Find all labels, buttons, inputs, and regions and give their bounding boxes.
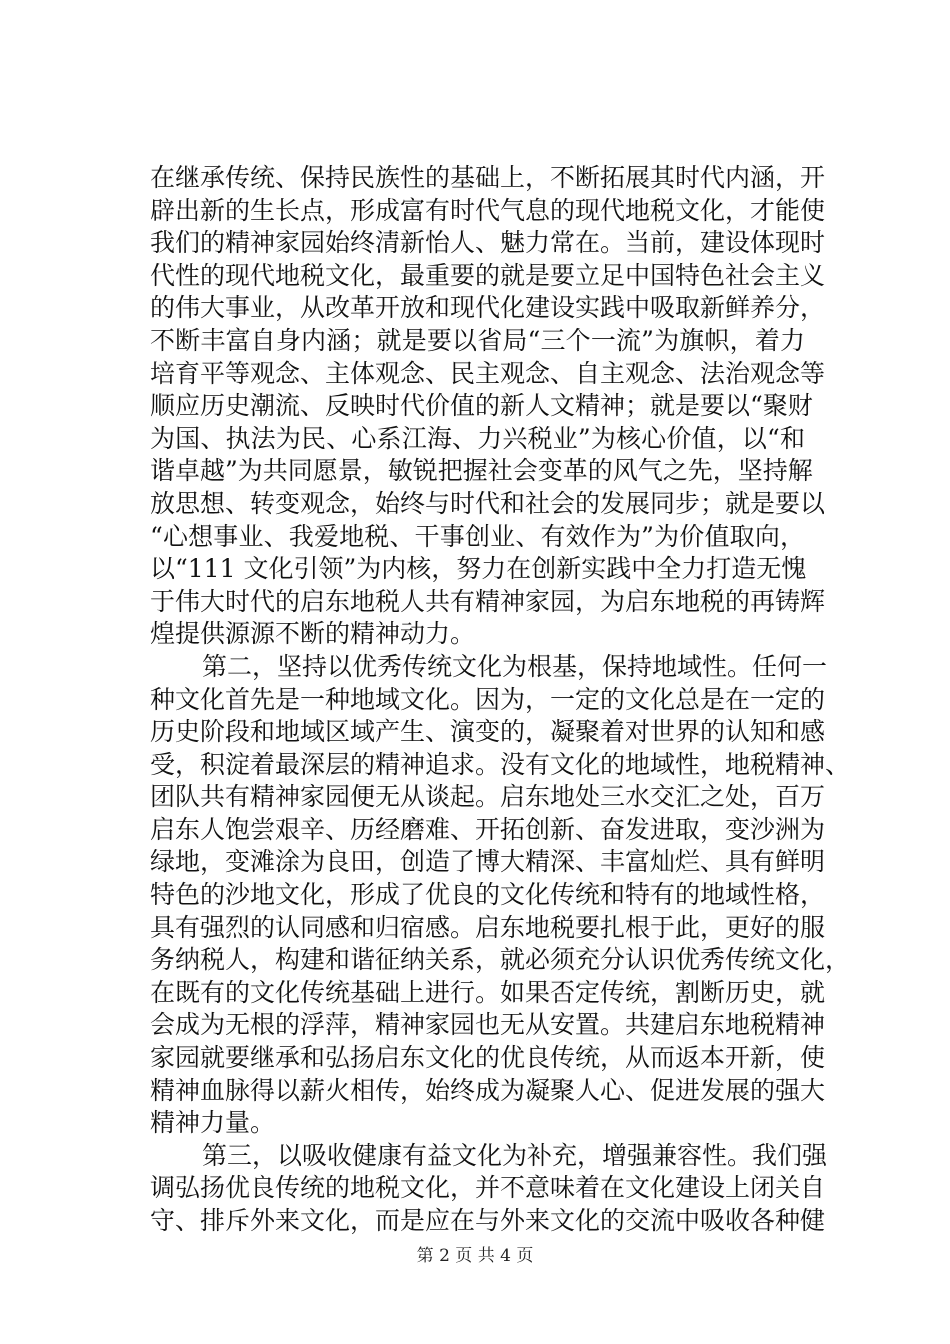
text-line: 绿地，变滩涂为良田，创造了博大精深、丰富灿烂、具有鲜明 (150, 847, 826, 877)
text-line: 谐卓越”为共同愿景，敏锐把握社会变革的风气之先，坚持解 (150, 456, 813, 486)
text-line: 家园就要继承和弘扬启东文化的优良传统，从而返本开新，使 (150, 1043, 826, 1073)
text-line: 团队共有精神家园便无从谈起。启东地处三水交汇之处，百万 (150, 782, 826, 812)
text-line: “心想事业、我爱地税、干事创业、有效作为”为价值取向， (150, 521, 805, 551)
text-line: 务纳税人，构建和谐征纳关系，就必须充分认识优秀传统文化， (150, 945, 851, 975)
paragraph-start-line: 第三，以吸收健康有益文化为补充，增强兼容性。我们强 (202, 1140, 828, 1170)
text-line: 精神力量。 (150, 1108, 276, 1138)
text-line: 于伟大时代的启东地税人共有精神家园，为启东地税的再铸辉 (150, 586, 826, 616)
text-line: 顺应历史潮流、反映时代价值的新人文精神；就是要以“聚财 (150, 391, 813, 421)
text-line: 辟出新的生长点，形成富有时代气息的现代地税文化，才能使 (150, 195, 826, 225)
body-text (150, 162, 851, 1238)
text-line: 受，积淀着最深层的精神追求。没有文化的地域性，地税精神、 (150, 749, 851, 779)
text-line: 不断丰富自身内涵；就是要以省局“三个一流”为旗帜，着力 (150, 325, 805, 355)
text-line: 精神血脉得以薪火相传，始终成为凝聚人心、促进发展的强大 (150, 1075, 826, 1105)
text-line: 培育平等观念、主体观念、民主观念、自主观念、法治观念等 (150, 358, 826, 388)
text-line: 为国、执法为民、心系江海、力兴税业”为核心价值，以“和 (150, 423, 805, 453)
text-line: 调弘扬优良传统的地税文化，并不意味着在文化建设上闭关自 (150, 1173, 826, 1203)
text-line: 在既有的文化传统基础上进行。如果否定传统，割断历史，就 (150, 977, 826, 1007)
text-line: 煌提供源源不断的精神动力。 (150, 619, 476, 649)
text-line: 特色的沙地文化，形成了优良的文化传统和特有的地域性格， (150, 880, 826, 910)
paragraph-start-line: 第二，坚持以优秀传统文化为根基，保持地域性。任何一 (202, 651, 828, 681)
text-line: 历史阶段和地域区域产生、演变的，凝聚着对世界的认知和感 (150, 717, 826, 747)
text-line: 我们的精神家园始终清新怡人、魅力常在。当前，建设体现时 (150, 228, 826, 258)
text-line: 代性的现代地税文化，最重要的就是要立足中国特色社会主义 (150, 260, 826, 290)
page-footer: 第 2 页 共 4 页 (416, 1246, 534, 1266)
text-line: 的伟大事业，从改革开放和现代化建设实践中吸取新鲜养分， (150, 293, 826, 323)
text-line: 种文化首先是一种地域文化。因为，一定的文化总是在一定的 (150, 684, 826, 714)
text-line: 会成为无根的浮萍，精神家园也无从安置。共建启东地税精神 (150, 1010, 826, 1040)
text-line: 启东人饱尝艰辛、历经磨难、开拓创新、奋发进取，变沙洲为 (150, 814, 826, 844)
text-line: 守、排斥外来文化，而是应在与外来文化的交流中吸收各种健 (150, 1206, 826, 1235)
text-line: 具有强烈的认同感和归宿感。启东地税要扎根于此，更好的服 (150, 912, 826, 942)
text-line: 放思想、转变观念，始终与时代和社会的发展同步；就是要以 (150, 488, 826, 518)
text-line: 在继承传统、保持民族性的基础上，不断拓展其时代内涵，开 (150, 163, 826, 192)
text-line: 以“111 文化引领”为内核，努力在创新实践中全力打造无愧 (150, 554, 807, 584)
